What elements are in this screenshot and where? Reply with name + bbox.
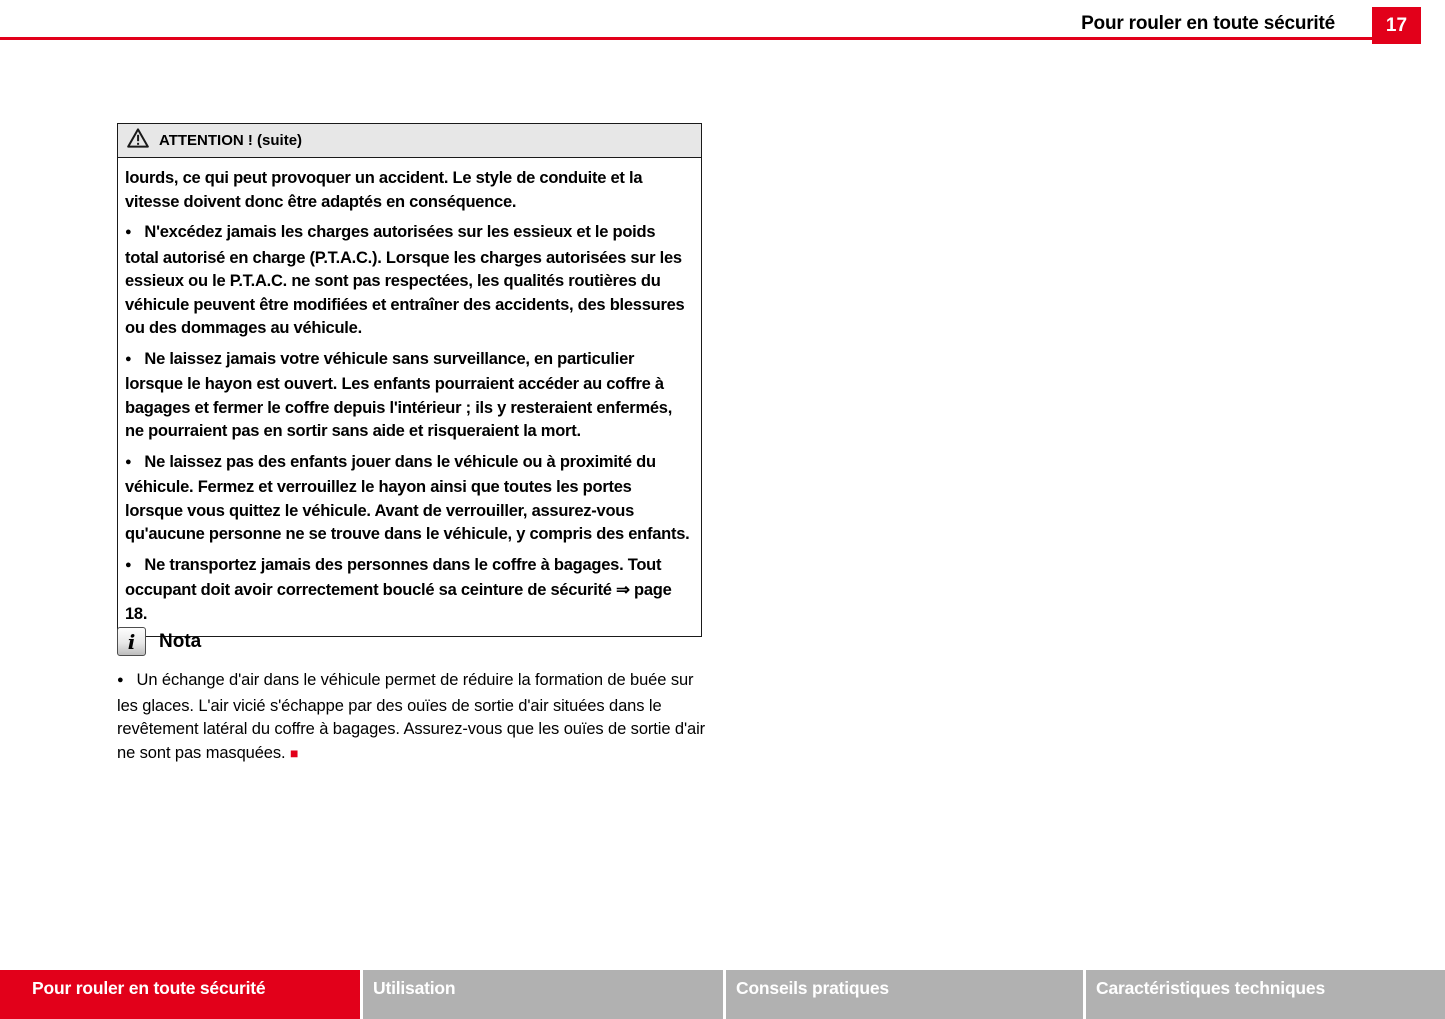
- warning-bullet-2: [125, 348, 693, 444]
- warning-bullet-3-text: Ne laissez pas des enfants jouer dans le véhicule ou à proximité du véhicule. Fermez et verrouillez le hayon ainsi que toutes les portes lorsque vous quittez le véhicule. Avant de verrouiller, assurez-vous qu'aucune personne ne se trouve dans le véhicule, y compris des enfants.: [125, 452, 690, 543]
- footer-tab-label: Caractéristiques techniques: [1096, 978, 1325, 998]
- warning-bullet-3: [125, 451, 693, 547]
- warning-title: ATTENTION ! (suite): [159, 132, 303, 149]
- warning-intro-paragraph: lourds, ce qui peut provoquer un accident. Le style de conduite et la vitesse doivent donc être adaptés en conséquence.: [125, 169, 643, 211]
- bullet-dot-icon: ●: [125, 352, 132, 365]
- header-rule: [0, 37, 1372, 40]
- warning-bullet-1-text: N'excédez jamais les charges autorisées sur les essieux et le poids total autorisé en charge (P.T.A.C.). Lorsque les charges autorisées sur les essieux ou le P.T.A.C. ne sont pas respectées, les qualités routières du véhicule peuvent être modifiées et entraîner des accidents, des blessures ou des dommages au véhicule.: [125, 223, 685, 337]
- page-number-badge: [1372, 7, 1421, 44]
- nota-body: [117, 669, 709, 765]
- warning-triangle-icon: [127, 128, 149, 153]
- info-icon: [117, 627, 146, 656]
- nota-header: [117, 627, 709, 656]
- section-end-marker-icon: ■: [290, 744, 299, 761]
- nota-bullet-1: [117, 669, 709, 765]
- warning-body: [118, 158, 701, 636]
- footer-tab-label: Utilisation: [373, 978, 456, 998]
- warning-box-header: [118, 124, 701, 158]
- warning-bullet-2-text: Ne laissez jamais votre véhicule sans surveillance, en particulier lorsque le hayon est ouvert. Les enfants pourraient accéder au coffre à bagages et fermer le coffre depuis l'intérieur ; ils y resteraient enfermés, ne pourraient pas en sortir sans aide et risqueraient la mort.: [125, 349, 673, 440]
- warning-box: [117, 123, 702, 637]
- warning-bullet-4-text: Ne transportez jamais des personnes dans le coffre à bagages. Tout occupant doit avoir correctement bouclé sa ceinture de sécurité: [125, 555, 662, 599]
- bullet-dot-icon: ●: [125, 558, 132, 571]
- warning-bullet-4: [125, 554, 693, 627]
- bullet-dot-icon: ●: [125, 455, 132, 468]
- nota-section: [117, 627, 709, 765]
- footer-tab-caracteristiques-techniques[interactable]: [1086, 970, 1445, 1019]
- warning-bullet-1: [125, 221, 693, 341]
- cross-reference-page-18: ⇒ page 18.: [125, 581, 672, 623]
- nota-title: Nota: [159, 630, 202, 652]
- info-icon-glyph: i: [127, 629, 136, 654]
- footer-tab-label: Conseils pratiques: [736, 978, 889, 998]
- footer-tab-bar: [0, 970, 1445, 1019]
- footer-tab-label: Pour rouler en toute sécurité: [32, 978, 266, 998]
- bullet-dot-icon: ●: [117, 674, 124, 686]
- nota-bullet-1-text: Un échange d'air dans le véhicule permet de réduire la formation de buée sur les glaces. L'air vicié s'échappe par des ouïes de sortie d'air situées dans le revêtement latéral du coffre à bagages. Assurez-vous que les ouïes de sortie d'air ne sont pas masquées.: [117, 671, 706, 762]
- page-title: Pour rouler en toute sécurité: [1081, 13, 1335, 34]
- footer-tab-conseils-pratiques[interactable]: [726, 970, 1083, 1019]
- footer-tab-utilisation[interactable]: [363, 970, 723, 1019]
- bullet-dot-icon: ●: [125, 226, 132, 238]
- page-number: 17: [1385, 14, 1408, 36]
- footer-tab-pour-rouler-en-toute-securite[interactable]: [0, 970, 360, 1019]
